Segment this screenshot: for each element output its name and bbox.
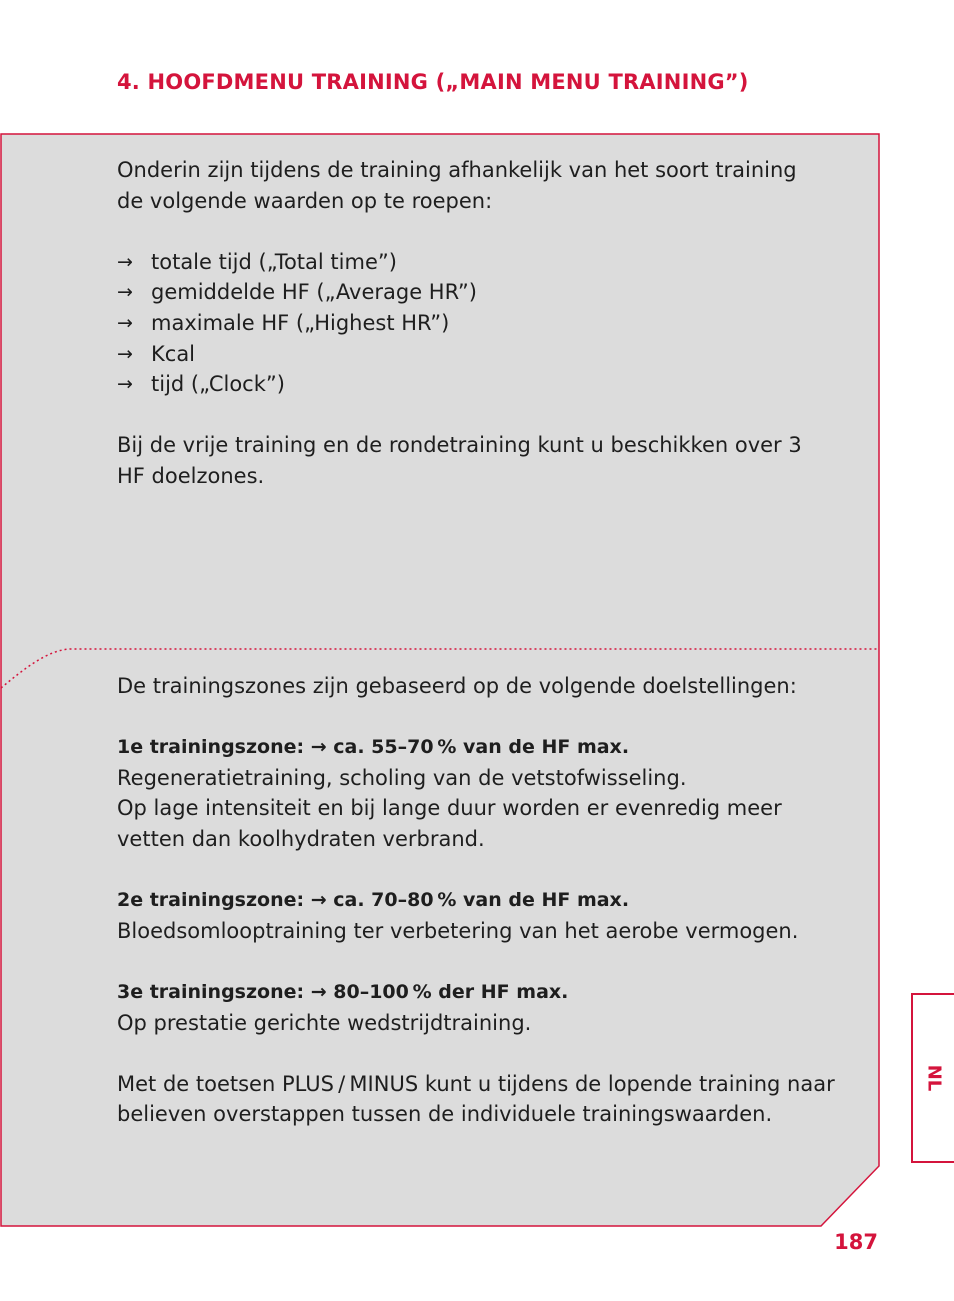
intro-paragraph: Onderin zijn tijdens de training afhankelijk van het soort training de volgende waarden op te roepen: xyxy=(117,158,797,213)
value-list xyxy=(117,247,817,400)
language-tab-label: NL xyxy=(923,1064,944,1092)
zones-intro: De trainingszones zijn gebaseerd op de volgende doelstellingen: xyxy=(117,674,797,698)
zone-1-line: Regeneratietraining, scholing van de vetstofwisseling. xyxy=(117,765,687,790)
arrow-icon: → xyxy=(117,373,133,396)
hr-zones-paragraph: Bij de vrije training en de rondetraining kunt u beschikken over 3 HF doelzones. xyxy=(117,433,802,488)
arrow-icon: → xyxy=(117,311,133,334)
section-training-zones xyxy=(117,671,837,1130)
list-item: → Kcal xyxy=(117,339,817,370)
section-training-values xyxy=(117,155,817,492)
zone-2-line: Bloedsomlooptraining ter verbetering van het aerobe vermogen. xyxy=(117,918,799,943)
arrow-icon: → xyxy=(117,281,133,304)
zone-3-title: 3e trainingszone: → 80–100 % der HF max. xyxy=(117,980,569,1003)
list-item: → totale tijd („Total time”) xyxy=(117,247,817,278)
arrow-icon: → xyxy=(117,342,133,365)
list-item: → gemiddelde HF („Average HR”) xyxy=(117,277,817,308)
zone-1-line: Op lage intensiteit en bij lange duur worden er evenredig meer vetten dan koolhydraten verbrand. xyxy=(117,796,782,851)
list-item: → tijd („Clock”) xyxy=(117,369,817,400)
zone-3-line: Op prestatie gerichte wedstrijdtraining. xyxy=(117,1010,532,1035)
section-heading: 4. HOOFDMENU TRAINING („MAIN MENU TRAINING”) xyxy=(117,70,749,94)
list-item: → maximale HF („Highest HR”) xyxy=(117,308,817,339)
language-tab xyxy=(911,993,954,1163)
zone-1-title: 1e trainingszone: → ca. 55–70 % van de HF max. xyxy=(117,736,630,759)
zone-2-title: 2e trainingszone: → ca. 70–80 % van de HF max. xyxy=(117,889,630,912)
plus-minus-paragraph: Met de toetsen PLUS / MINUS kunt u tijdens de lopende training naar believen overstappen tussen de individuele trainingswaarden. xyxy=(117,1071,835,1127)
arrow-icon: → xyxy=(117,250,133,273)
page-number: 187 xyxy=(834,1230,878,1254)
